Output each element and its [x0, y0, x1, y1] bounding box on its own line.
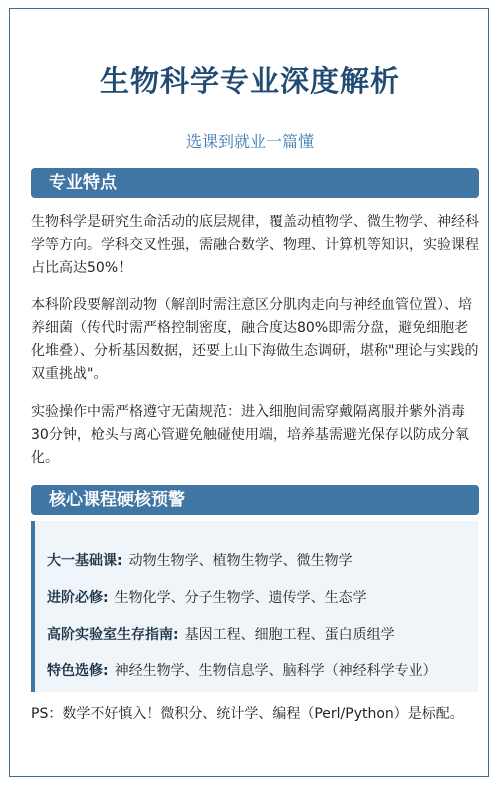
course-item: [47, 587, 367, 607]
page-title: 生物科学专业深度解析: [99, 64, 400, 98]
course-item-content: 神经生物学、生物信息学、脑科学（神经科学专业）: [114, 663, 437, 679]
course-item-label: 高阶实验室生存指南:: [47, 627, 179, 643]
article-card: [9, 8, 489, 777]
course-item-content: 生物化学、分子生物学、遗传学、生态学: [114, 590, 367, 606]
course-item: [47, 624, 395, 644]
course-item: [47, 660, 437, 680]
features-paragraph-3: 实验操作中需严格遵守无菌规范：进入细胞间需穿戴隔离服并紫外消毒30分钟，枪头与离心管避免触碰使用端，培养基需避光保存以防成分氧化。: [31, 404, 469, 466]
course-item-content: 动物生物学、植物生物学、微生物学: [128, 553, 353, 569]
section-heading-features: 专业特点: [31, 168, 479, 198]
course-item-content: 基因工程、细胞工程、蛋白质组学: [184, 627, 395, 643]
features-paragraph-1: 生物科学是研究生命活动的底层规律，覆盖动植物学、微生物学、神经科学等方向。学科交叉性强，需融合数学、物理、计算机等知识，实验课程占比高达50%！: [31, 214, 479, 276]
course-list: [31, 521, 478, 692]
footnote: PS：数学不好慎入！微积分、统计学、编程（Perl/Python）是标配。: [31, 706, 464, 722]
features-paragraph-2: 本科阶段要解剖动物（解剖时需注意区分肌肉走向与神经血管位置）、培养细菌（传代时需严格控制密度，融合度达80%即需分盘，避免细胞老化堆叠）、分析基因数据，还要上山下海做生态调研，堪称"理论与实践的双重挑战"。: [31, 297, 479, 382]
section-heading-courses: 核心课程硬核预警: [31, 485, 479, 515]
course-item: [47, 550, 353, 570]
course-item-label: 特色选修:: [47, 663, 109, 679]
page-subtitle: 选课到就业一篇懂: [185, 132, 314, 151]
course-item-label: 大一基础课:: [47, 553, 123, 569]
course-item-label: 进阶必修:: [47, 590, 109, 606]
